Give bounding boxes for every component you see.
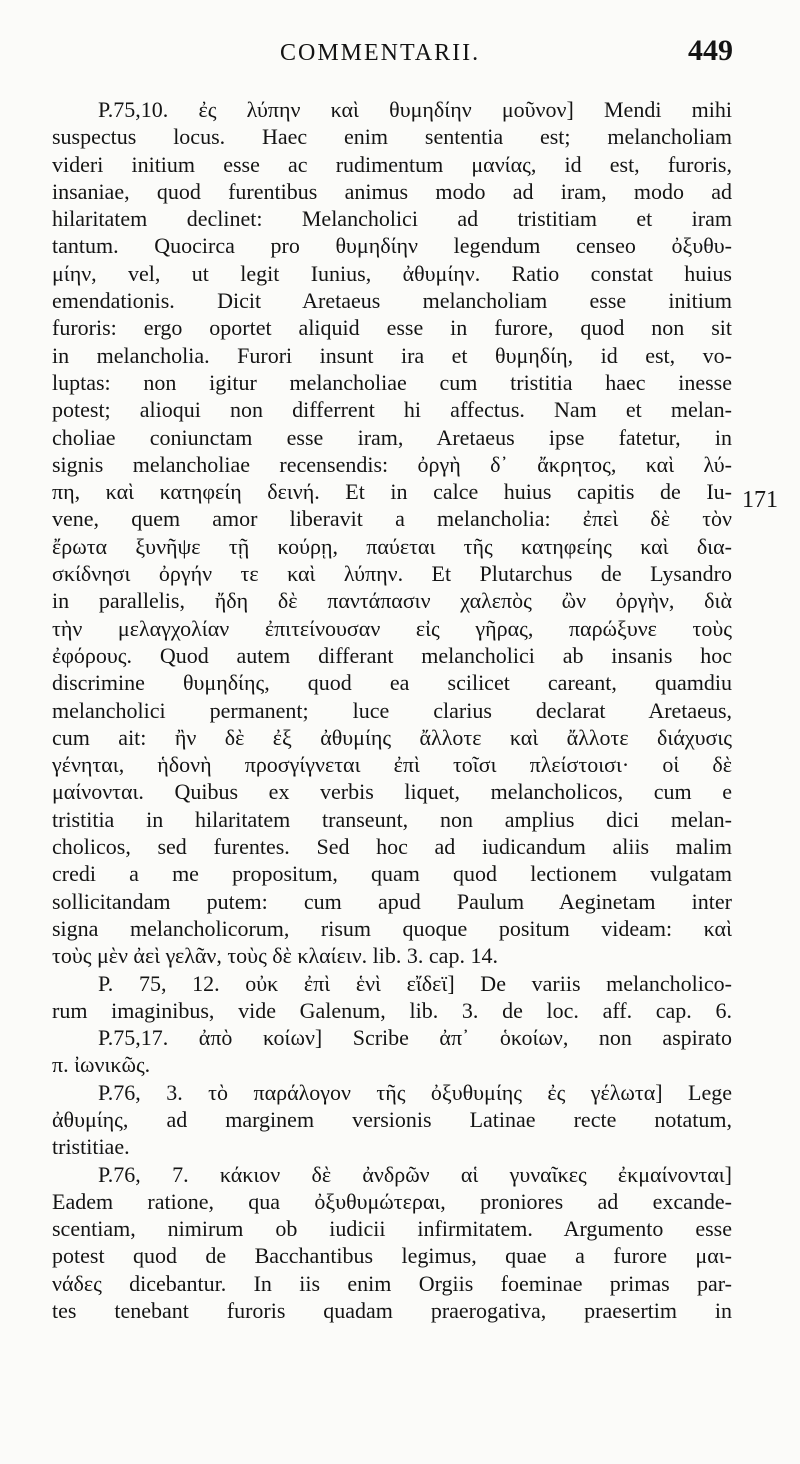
page-number: 449 <box>688 34 733 67</box>
text-line: P.75,17. ἀπὸ κοίων] Scribe ἀπ᾽ ὁκοίων, non aspirato <box>98 1025 732 1051</box>
text-line: P.75,10. ἐς λύπην καὶ θυμηδίην μοῦνον] Mendi mihi <box>98 97 732 122</box>
text-line: signa melancholicorum, risum quoque positum videam: καὶ <box>52 915 732 941</box>
text-line: τὴν μελαγχολίαν ἐπιτείνουσαν εἰς γῆρας, παρώξυνε τοὺς <box>52 615 732 641</box>
text-line: luptas: non igitur melancholiae cum tristitia haec inesse <box>52 369 732 395</box>
running-header <box>0 34 800 80</box>
text-line: τοὺς μὲν ἀεὶ γελᾶν, τοὺς δὲ κλαίειν. lib. 3. cap. 14. <box>52 943 498 969</box>
text-line: credi a me propositum, quam quod lectionem vulgatam <box>52 861 732 887</box>
text-line: vene, quem amor liberavit a melancholia: ἐπεὶ δὲ τὸν <box>52 506 732 532</box>
text-line: discrimine θυμηδίης, quod ea scilicet careant, quamdiu <box>52 670 732 696</box>
text-line: melancholici permanent; luce clarius declarat Aretaeus, <box>52 697 732 723</box>
text-line: tes tenebant furoris quadam praerogativa, praesertim in <box>52 1298 732 1324</box>
text-line: Eadem ratione, qua ὀξυθυμώτεραι, proniores ad excande- <box>52 1188 732 1214</box>
text-line: suspectus locus. Haec enim sententia est; melancholiam <box>52 124 732 150</box>
text-line: scentiam, nimirum ob iudicii infirmitatem. Argumento esse <box>52 1216 732 1242</box>
text-line: insaniae, quod furentibus animus modo ad iram, modo ad <box>52 178 732 204</box>
text-line: tristitiae. <box>52 1134 130 1160</box>
text-line: in melancholia. Furori insunt ira et θυμηδίη, id est, vo- <box>52 342 732 368</box>
text-line: choliae coniunctam esse iram, Aretaeus ipse fatetur, in <box>52 424 732 450</box>
text-line: potest quod de Bacchantibus legimus, quae a furore μαι- <box>52 1243 732 1269</box>
margin-reference-number: 171 <box>742 487 778 513</box>
text-line: P.76, 7. κάκιον δὲ ἀνδρῶν αἱ γυναῖκες ἐκμαίνονται] <box>98 1161 732 1187</box>
text-line: νάδες dicebantur. In iis enim Orgiis foeminae primas par- <box>52 1270 732 1296</box>
text-line: ἀθυμίης, ad marginem versionis Latinae recte notatum, <box>52 1106 732 1132</box>
text-line: potest; alioqui non differrent hi affectus. Nam et melan- <box>52 397 732 423</box>
text-line: γένηται, ἡδονὴ προσγίγνεται ἐπὶ τοῖσι πλείστοισι· οἱ δὲ <box>52 752 732 778</box>
text-line: μίην, vel, ut legit Iunius, ἀθυμίην. Ratio constat huius <box>52 260 732 286</box>
text-line: πη, καὶ κατηφείη δεινή. Et in calce huius capitis de Iu- <box>52 479 732 505</box>
text-line: in parallelis, ἤδη δὲ παντάπασιν χαλεπὸς ὢν ὀργὴν, διὰ <box>52 588 732 614</box>
text-line: μαίνονται. Quibus ex verbis liquet, melancholicos, cum e <box>52 779 732 805</box>
text-line: σκίδνησι ὀργήν τε καὶ λύπην. Et Plutarchus de Lysandro <box>52 561 732 587</box>
text-line: ἔρωτα ξυνῆψε τῇ κούρῃ, παύεται τῆς κατηφείης καὶ δια- <box>52 533 732 559</box>
text-line: cholicos, sed furentes. Sed hoc ad iudicandum aliis malim <box>52 834 732 860</box>
text-line: P. 75, 12. οὐκ ἐπὶ ἑνὶ εἴδεϊ] De variis melancholico- <box>98 970 732 996</box>
text-line: sollicitandam putem: cum apud Paulum Aeginetam inter <box>52 888 732 914</box>
text-line: videri initium esse ac rudimentum μανίας, id est, furoris, <box>52 151 732 177</box>
text-line: hilaritatem declinet: Melancholici ad tristitiam et iram <box>52 206 732 232</box>
text-line: emendationis. Dicit Aretaeus melancholiam esse initium <box>52 288 732 314</box>
text-line: cum ait: ἢν δὲ ἐξ ἀθυμίης ἄλλοτε καὶ ἄλλοτε διάχυσις <box>52 724 732 750</box>
text-line: signis melancholiae recensendis: ὀργὴ δ᾽ ἄκρητος, καὶ λύ- <box>52 451 732 477</box>
text-line: tristitia in hilaritatem transeunt, non amplius dici melan- <box>52 806 732 832</box>
text-line: P.76, 3. τὸ παράλογον τῆς ὀξυθυμίης ἐς γέλωτα] Lege <box>98 1079 732 1105</box>
text-line: ἐφόρους. Quod autem differant melancholici ab insanis hoc <box>52 642 732 668</box>
text-line: π. ἰωνικῶς. <box>52 1052 151 1078</box>
text-line: tantum. Quocirca pro θυμηδίην legendum censeo ὀξυθυ- <box>52 233 732 259</box>
text-line: rum imaginibus, vide Galenum, lib. 3. de loc. aff. cap. 6. <box>52 997 732 1023</box>
commentary-text <box>52 96 732 1324</box>
text-line: furoris: ergo oportet aliquid esse in furore, quod non sit <box>52 315 732 341</box>
running-title: COMMENTARII. <box>280 40 481 66</box>
